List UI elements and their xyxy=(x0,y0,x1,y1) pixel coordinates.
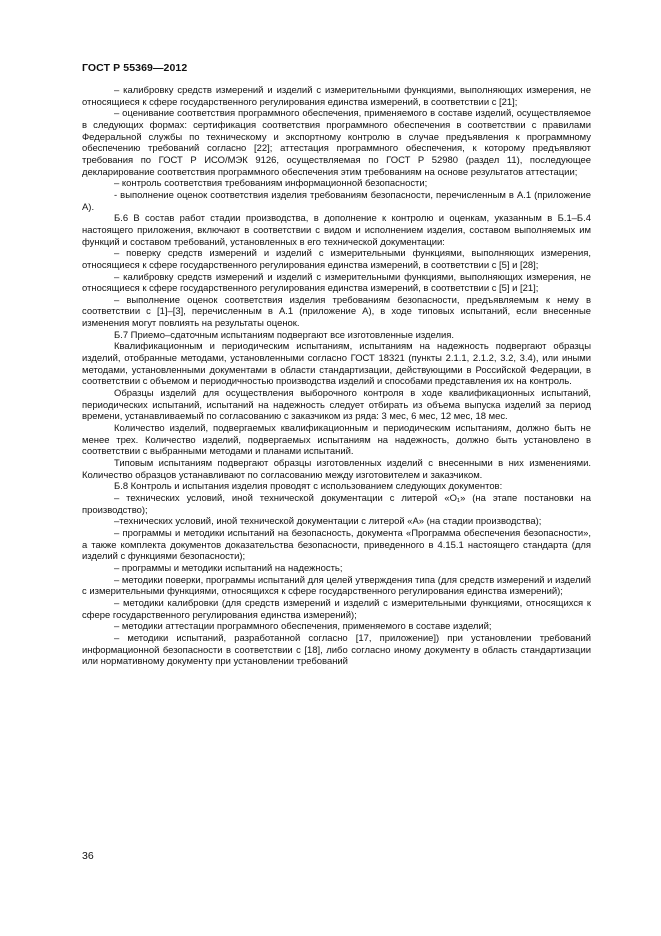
paragraph: Б.6 В состав работ стадии производства, в дополнение к контролю и оценкам, указанным в Б.1–Б.4 настоящего приложения, включают в соответствии с видом и исполнением изделия, составом выполняемых им функций и составом требований, установленных в его технической документации: xyxy=(82,213,591,248)
paragraph: Б.7 Приемо–сдаточным испытаниям подвергают все изготовленные изделия. xyxy=(114,329,454,341)
paragraph: – технических условий, иной технической документации с литерой «О₁» (на этапе постановки на производство); xyxy=(82,492,591,516)
paragraph: – оценивание соответствия программного обеспечения, применяемого в составе изделий, осуществляемое в следующих формах: сертификация соответствия программного обеспечения в соответствии с правилами Федеральной службы по техническому и экспортному контролю в случае предъявления к программному обеспечению требований согласно [22]; аттестация программного обеспечения, к которому предъявляют требования по ГОСТ Р ИСО/МЭК 9126, осуществляемая по ГОСТ Р 52980 (раздел 11), последующее декларирование соответствия программного обеспечения этим требованиям на основе результатов аттестации; xyxy=(82,108,591,178)
paragraph: – методики испытаний, разработанной согласно [17, приложение]) при установлении требований информационной безопасности в соответствии с [18], либо согласно иному документу в область стандартизации или нормативному документу при установлении требований xyxy=(82,632,591,668)
page-number: 36 xyxy=(82,850,94,862)
paragraph: Типовым испытаниям подвергают образцы изготовленных изделий с внесенными в них изменениями. Количество образцов устанавливают по согласованию между изготовителем и заказчиком. xyxy=(82,458,591,481)
paragraph: – контроль соответствия требованиям информационной безопасности; xyxy=(114,178,428,190)
paragraph: Количество изделий, подвергаемых квалификационным и периодическим испытаниям, должно быть не менее трех. Количество изделий, подвергаемых испытаниям на надежность, должно быть установлено в соответствии с выбранными методами и планами испытаний. xyxy=(82,423,591,458)
paragraph: – программы и методики испытаний на надежность; xyxy=(114,562,343,574)
paragraph: - выполнение оценок соответствия изделия требованиям безопасности, перечисленным в А.1 (приложение А). xyxy=(82,189,591,213)
paragraph: Квалификационным и периодическим испытаниям, испытаниям на надежность подвергают образцы изделий, отобранные методами, установленными согласно ГОСТ 18321 (пункты 2.1.1, 2.1.2, 3.2, 3.4), или иными методами, установленными документами в области стандартизации, действующими в Российской Федерации, в соответствии с объемом и периодичностью производства изделий и способами представления их на контроль. xyxy=(82,341,591,388)
paragraph: – выполнение оценок соответствия изделия требованиям безопасности, предъявляемым к нему в соответствии с [1]–[3], перечисленным в А.1 (приложение А), в ходе типовых испытаний, если внесенные изменения могут повлиять на результаты оценок. xyxy=(82,294,591,330)
paragraph: – методики калибровки (для средств измерений и изделий с измерительными функциями, относящихся к сфере государственного регулирования единства измерений); xyxy=(82,597,591,621)
paragraph: – калибровку средств измерений и изделий с измерительными функциями, выполняющих измерения, не относящиеся к сфере государственного регулирования единства измерений, в соответствии с [5] и [21]; xyxy=(82,271,591,295)
paragraph: Б.8 Контроль и испытания изделия проводят с использованием следующих документов: xyxy=(114,481,503,493)
page-header-title: ГОСТ Р 55369—2012 xyxy=(82,62,188,74)
paragraph: – методики поверки, программы испытаний для целей утверждения типа (для средств измерений и изделий с измерительными функциями, относящихся к сфере государственного регулирования единства измерений); xyxy=(82,574,591,598)
paragraph: Образцы изделий для осуществления выборочного контроля в ходе квалификационных испытаний, периодических испытаний, испытаний на надежность следует отбирать из объема выпуска изделий за период времени, устанавливаемый по согласованию с заказчиком из ряда: 3 мес, 6 мес, 12 мес, 18 мес. xyxy=(82,388,591,423)
paragraph: – программы и методики испытаний на безопасность, документа «Программа обеспечения безопасности», а также комплекта документов доказательства безопасности, приведенного в 4.15.1 настоящего стандарта (для изделий с функциями безопасности); xyxy=(82,527,591,563)
paragraph: – методики аттестации программного обеспечения, применяемого в составе изделий; xyxy=(114,621,492,633)
document-body xyxy=(82,85,591,668)
paragraph: – поверку средств измерений и изделий с измерительными функциями, выполняющих измерения, относящиеся к сфере государственного регулирования единства измерений, в соответствии с [5] и [28]; xyxy=(82,248,591,271)
paragraph: – калибровку средств измерений и изделий с измерительными функциями, выполняющих измерения, не относящиеся к сфере государственного регулирования единства измерений, в соответствии с [21]; xyxy=(82,85,591,108)
paragraph: –технических условий, иной технической документации с литерой «А» (на стадии производства); xyxy=(114,516,542,528)
